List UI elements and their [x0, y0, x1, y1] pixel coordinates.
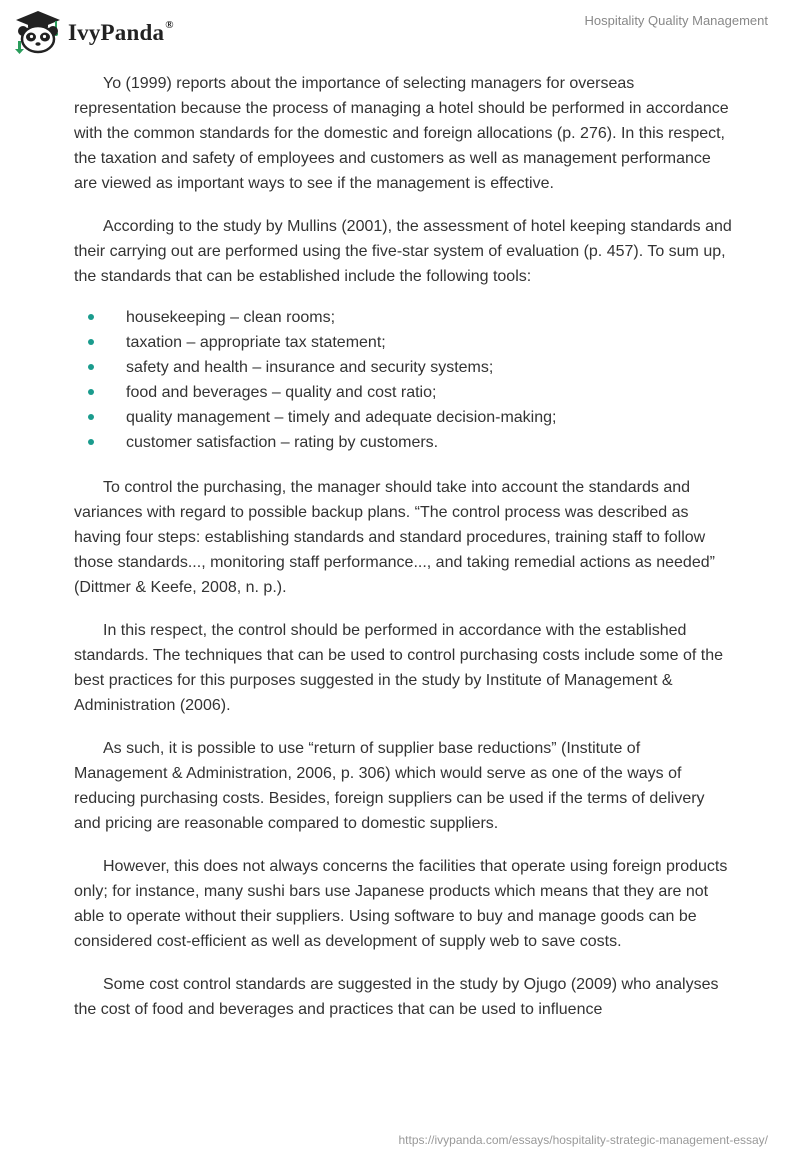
paragraph: Yo (1999) reports about the importance of selecting managers for overseas representation because the process of managing a hotel should be performed in accordance with the common standards for the domestic and foreign allocations (p. 276). In this respect, the taxation and safety of employees and customers as well as management performance are viewed as important ways to see if the management is effective. [74, 75, 729, 192]
standards-list [74, 305, 734, 455]
bullet-icon [88, 389, 94, 395]
paragraph: Some cost control standards are suggested in the study by Ojugo (2009) who analyses the cost of food and beverages and practices that can be used to influence [74, 976, 719, 1018]
list-item: safety and health – insurance and security systems; [74, 355, 734, 380]
paragraph: However, this does not always concerns the facilities that operate using foreign products only; for instance, many sushi bars use Japanese products which means that they are not able to operate without their suppliers. Using software to buy and manage goods can be considered cost-efficient as well as development of supply web to save costs. [74, 858, 728, 950]
list-item: customer satisfaction – rating by customers. [74, 430, 734, 455]
bullet-icon [88, 439, 94, 445]
list-item: quality management – timely and adequate decision-making; [74, 405, 734, 430]
bullet-icon [88, 314, 94, 320]
paragraph: In this respect, the control should be performed in accordance with the established standards. The techniques that can be used to control purchasing costs include some of the best practices for this purposes suggested in the study by Institute of Management & Administration (2006). [74, 622, 723, 714]
brand-logo[interactable] [14, 8, 174, 56]
source-url[interactable]: https://ivypanda.com/essays/hospitality-strategic-management-essay/ [398, 1133, 768, 1147]
brand-name: IvyPanda® [68, 19, 174, 45]
document-title: Hospitality Quality Management [584, 13, 768, 28]
list-item: food and beverages – quality and cost ratio; [74, 380, 734, 405]
essay-body [74, 71, 734, 1040]
paragraph: To control the purchasing, the manager should take into account the standards and variances with regard to possible backup plans. “The control process was described as having four steps: establishing standards and standard procedures, training staff to follow those standards..., monitoring staff performance..., and taking remedial actions as needed” (Dittmer & Keefe, 2008, n. p.). [74, 479, 715, 596]
panda-graduate-icon [14, 9, 62, 55]
bullet-icon [88, 339, 94, 345]
paragraph: According to the study by Mullins (2001), the assessment of hotel keeping standards and their carrying out are performed using the five-star system of evaluation (p. 457). To sum up, the standards that can be established include the following tools: [74, 218, 732, 285]
list-item: housekeeping – clean rooms; [74, 305, 734, 330]
bullet-icon [88, 364, 94, 370]
bullet-icon [88, 414, 94, 420]
paragraph: As such, it is possible to use “return of supplier base reductions” (Institute of Management & Administration, 2006, p. 306) which would serve as one of the ways of reducing purchasing costs. Besides, foreign suppliers can be used if the terms of delivery and pricing are reasonable compared to domestic suppliers. [74, 740, 705, 832]
list-item: taxation – appropriate tax statement; [74, 330, 734, 355]
